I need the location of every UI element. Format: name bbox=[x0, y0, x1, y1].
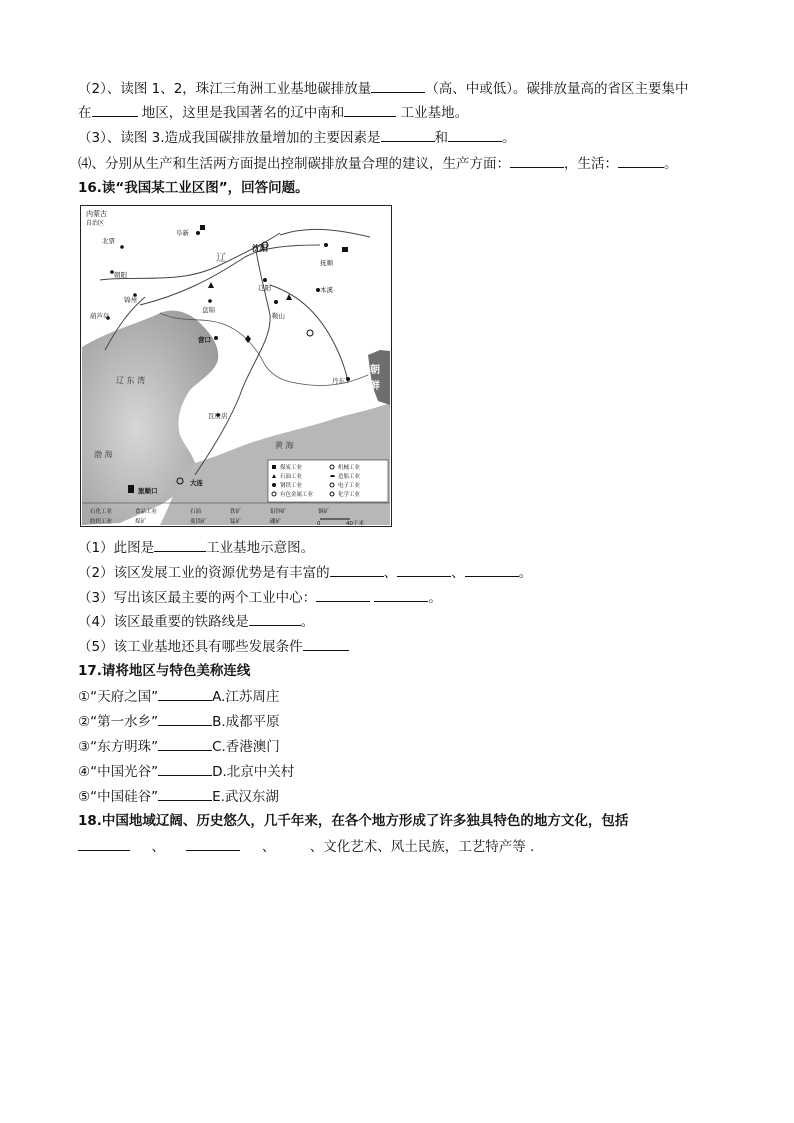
map-corner-label-1: 内蒙古 bbox=[86, 210, 107, 218]
q17-row-4: ④“中国光谷” D.北京中关村 bbox=[78, 761, 294, 782]
answer-blank[interactable] bbox=[303, 636, 349, 651]
legend-manganese: 锰矿 bbox=[230, 519, 242, 525]
city-liaoyang: 辽阳 bbox=[258, 284, 271, 292]
q16-sub3: （3）写出该区最主要的两个工业中心： 。 bbox=[78, 587, 442, 608]
industrial-region-map bbox=[80, 205, 392, 527]
q15-part2-line2: 在 地区，这里是我国著名的辽中南和 工业基地。 bbox=[78, 102, 468, 123]
legend-steel-industry: 钢铁工业 bbox=[280, 483, 303, 489]
legend-copper: 铜矿 bbox=[318, 509, 330, 515]
answer-blank[interactable] bbox=[158, 786, 212, 801]
legend-oil: 石油 bbox=[190, 509, 202, 515]
city-fuxin: 阜新 bbox=[176, 229, 189, 237]
answer-blank[interactable] bbox=[186, 836, 240, 851]
legend-oil-industry: 石油工业 bbox=[280, 474, 303, 480]
legend-lead-zinc: 铅锌矿 bbox=[270, 509, 287, 515]
answer-blank[interactable] bbox=[158, 686, 212, 701]
legend-magnesite: 菱镁矿 bbox=[190, 519, 207, 525]
answer-blank[interactable] bbox=[158, 761, 212, 776]
answer-blank[interactable] bbox=[374, 587, 428, 602]
legend-coal-mine: 煤矿 bbox=[135, 519, 147, 525]
answer-blank[interactable] bbox=[371, 78, 425, 93]
answer-blank[interactable] bbox=[465, 562, 519, 577]
legend-petrochem: 石化工业 bbox=[90, 509, 113, 515]
coal-industry-icon bbox=[200, 225, 205, 230]
answer-blank[interactable] bbox=[92, 102, 138, 117]
legend-shipbuilding-industry: 造船工业 bbox=[338, 474, 361, 480]
q17-title: 17.请将地区与特色美称连线 bbox=[78, 663, 251, 679]
legend-chemical-industry: 化学工业 bbox=[338, 492, 361, 498]
korea-label-2: 鲜 bbox=[370, 381, 380, 392]
sea-liaodong-label: 辽 东 湾 bbox=[116, 376, 146, 385]
q15-part2-line1: （2）、读图 1、2，珠江三角洲工业基地碳排放量 （高、中或低）。碳排放量高的省区主要集中 bbox=[78, 78, 689, 99]
scale-zero: 0 bbox=[317, 521, 321, 527]
city-jinzhou: 锦州 bbox=[124, 296, 137, 304]
korea-label-1: 朝 bbox=[370, 365, 380, 376]
answer-blank[interactable] bbox=[448, 127, 502, 142]
city-anshan: 鞍山 bbox=[272, 312, 285, 320]
city-beipiao: 北票 bbox=[102, 237, 115, 245]
answer-blank[interactable] bbox=[618, 153, 664, 168]
province-label: 辽 bbox=[216, 253, 226, 264]
q15-part4: ⑷、分别从生产和生活两方面提出控制碳排放量合理的建议，生产方面： ，生活： 。 bbox=[78, 153, 678, 174]
city-dandong: 丹东 bbox=[332, 377, 345, 385]
map-corner-label-2: 自治区 bbox=[86, 220, 105, 227]
answer-blank[interactable] bbox=[397, 562, 451, 577]
answer-blank[interactable] bbox=[249, 611, 301, 626]
q16-sub1: （1）此图是 工业基地示意图。 bbox=[78, 537, 314, 558]
q17-row-3: ③“东方明珠” C.香港澳门 bbox=[78, 736, 280, 757]
city-panjin: 盘锦 bbox=[202, 306, 215, 314]
answer-blank[interactable] bbox=[510, 153, 564, 168]
q16-sub2: （2）该区发展工业的资源优势是有丰富的 、 、 。 bbox=[78, 562, 532, 583]
legend-nonferrous-industry: 有色金属工业 bbox=[280, 492, 314, 498]
legend-textile: 纺织工业 bbox=[90, 519, 113, 525]
q15-part3: （3）、读图 3.造成我国碳排放量增加的主要因素是 和 。 bbox=[78, 127, 516, 148]
q17-row-2: ②“第一水乡” B.成都平原 bbox=[78, 711, 280, 732]
answer-blank[interactable] bbox=[381, 127, 435, 142]
legend-food: 食品工业 bbox=[135, 509, 158, 515]
sea-bohai-label: 渤 海 bbox=[94, 450, 113, 459]
q16-sub5: （5）该工业基地还具有哪些发展条件 bbox=[78, 636, 349, 657]
city-benxi: 本溪 bbox=[320, 286, 333, 294]
city-yingkou: 营口 bbox=[198, 336, 211, 344]
answer-blank[interactable] bbox=[330, 562, 384, 577]
q17-row-1: ①“天府之国” A.江苏周庄 bbox=[78, 686, 279, 707]
city-dalian: 大连 bbox=[190, 479, 203, 487]
q17-row-5: ⑤“中国硅谷” E.武汉东湖 bbox=[78, 786, 279, 807]
legend-machinery-industry: 机械工业 bbox=[338, 465, 361, 471]
legend-electronics-industry: 电子工业 bbox=[338, 483, 361, 489]
city-chaoyang: 朝阳 bbox=[114, 271, 127, 279]
q18-line2: 、 、 、文化艺术、风土民族，工艺特产等 . bbox=[78, 836, 534, 857]
q16-sub4: （4）该区最重要的铁路线是 。 bbox=[78, 611, 314, 632]
city-wafangdian: 瓦房店 bbox=[208, 412, 228, 420]
legend-coal-industry: 煤炭工业 bbox=[280, 465, 303, 471]
q16-title: 16.读“我国某工业区图”，回答问题。 bbox=[78, 180, 309, 196]
city-lushunkou: 旅顺口 bbox=[138, 487, 158, 495]
answer-blank[interactable] bbox=[316, 587, 370, 602]
petrochemical-industry-icon bbox=[128, 485, 134, 493]
sea-huanghai-label: 黄 海 bbox=[275, 441, 294, 450]
q18-line1: 18.中国地域辽阔、历史悠久，几千年来，在各个地方形成了许多独具特色的地方文化，包括 bbox=[78, 813, 629, 829]
legend-iron-ore: 铁矿 bbox=[230, 509, 242, 515]
answer-blank[interactable] bbox=[158, 711, 212, 726]
legend-boron: 硼矿 bbox=[270, 519, 282, 525]
scale-forty: 40千米 bbox=[346, 521, 364, 527]
coal-mine-icon bbox=[342, 247, 348, 252]
answer-blank[interactable] bbox=[154, 537, 206, 552]
city-shenyang: 沈阳 bbox=[252, 244, 268, 253]
answer-blank[interactable] bbox=[78, 836, 130, 851]
city-fushun: 抚顺 bbox=[320, 259, 333, 267]
city-huludao: 葫芦岛 bbox=[90, 312, 110, 320]
answer-blank[interactable] bbox=[158, 736, 212, 751]
map-legend-right bbox=[268, 460, 388, 502]
answer-blank[interactable] bbox=[344, 102, 396, 117]
